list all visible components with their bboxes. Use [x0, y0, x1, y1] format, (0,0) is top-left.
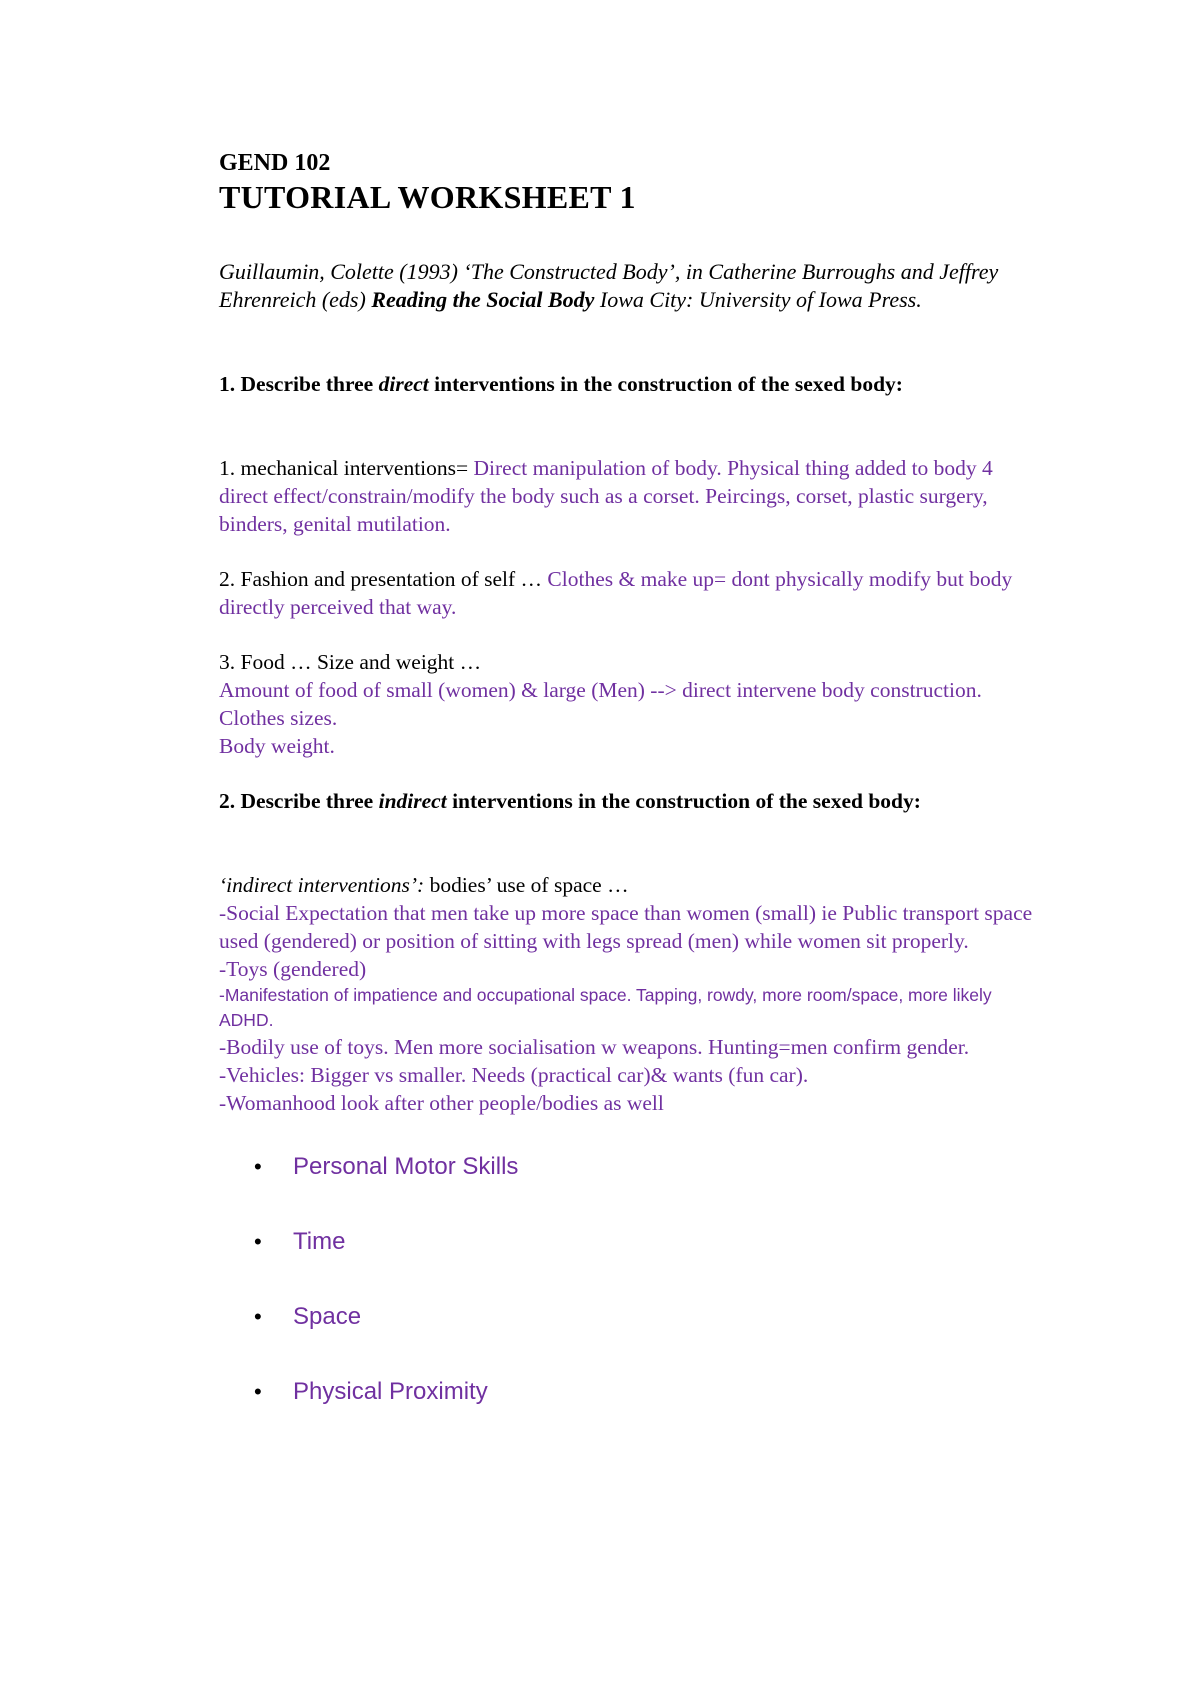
answer-2-intro-rest: bodies’ use of space …	[424, 873, 629, 897]
answer-1-item-2	[219, 565, 1039, 621]
bullet-item	[219, 1297, 1039, 1372]
answer-2-line-6: -Womanhood look after other people/bodies as well	[219, 1091, 664, 1115]
answer-2-line-1: -Social Expectation that men take up more space than women (small) ie Public transport space used (gendered) or position of sitting with legs spread (men) while women sit properly.	[219, 901, 1033, 953]
answer-1-item-1-label: 1. mechanical interventions=	[219, 456, 474, 480]
question-1-suffix: interventions in the construction of the sexed body:	[428, 372, 903, 396]
answer-1-item-3-line-3: Body weight.	[219, 734, 335, 758]
answer-1-item-3-line-2: Clothes sizes.	[219, 706, 338, 730]
question-2-emphasis: indirect	[378, 789, 447, 813]
bullet-item-label: Space	[293, 1303, 362, 1330]
course-code: GEND 102	[219, 150, 331, 176]
answer-1-item-3-label: 3. Food … Size and weight …	[219, 650, 482, 674]
bullet-icon: •	[254, 1229, 262, 1254]
question-1-emphasis: direct	[378, 372, 429, 396]
answer-2-line-2: -Toys (gendered)	[219, 957, 367, 981]
bullet-item-label: Personal Motor Skills	[293, 1153, 519, 1180]
document-content	[219, 148, 1039, 1447]
worksheet-title: TUTORIAL WORKSHEET 1	[219, 179, 636, 215]
answer-2-line-4: -Bodily use of toys. Men more socialisation w weapons. Hunting=men confirm gender.	[219, 1035, 970, 1059]
answer-1-item-1	[219, 454, 1039, 538]
bullet-item-label: Physical Proximity	[293, 1378, 488, 1405]
question-1	[219, 370, 1039, 398]
answer-2-intro-term: ‘indirect interventions’:	[219, 873, 425, 897]
answer-1-item-1-text: Direct manipulation of body. Physical thing added to body 4 direct effect/constrain/modify the body such as a corset. Peircings, corset, plastic surgery, binders, genital mutilation.	[219, 456, 993, 536]
answer-2-line-5: -Vehicles: Bigger vs smaller. Needs (practical car)& wants (fun car).	[219, 1063, 809, 1087]
answer-1-item-2-label: 2. Fashion and presentation of self …	[219, 567, 548, 591]
citation-text: Guillaumin, Colette (1993) ‘The Constructed Body’, in Catherine Burroughs and Jeffrey Ehrenreich (eds)	[219, 259, 999, 312]
bullet-item	[219, 1147, 1039, 1222]
question-1-prefix: 1. Describe three	[219, 372, 379, 396]
bullet-item	[219, 1372, 1039, 1447]
bullet-icon: •	[254, 1304, 262, 1329]
question-2-prefix: 2. Describe three	[219, 789, 379, 813]
bullet-icon: •	[254, 1379, 262, 1404]
answer-1-item-2-text: Clothes & make up= dont physically modify but body directly perceived that way.	[219, 567, 1013, 619]
question-2-suffix: interventions in the construction of the sexed body:	[446, 789, 921, 813]
answer-2-line-3: -Manifestation of impatience and occupational space. Tapping, rowdy, more room/space, more likely ADHD.	[219, 985, 992, 1030]
citation-book-title: Reading the Social Body	[371, 287, 595, 312]
reading-citation	[219, 258, 1039, 314]
bullet-list	[219, 1147, 1039, 1447]
citation-publisher: Iowa City: University of Iowa Press.	[594, 287, 922, 312]
bullet-item	[219, 1222, 1039, 1297]
question-2	[219, 787, 1039, 815]
bullet-item-label: Time	[293, 1228, 346, 1255]
answer-1-item-3-line-1: Amount of food of small (women) & large (Men) --> direct intervene body construction.	[219, 678, 982, 702]
answer-2-intro	[219, 871, 1039, 899]
bullet-icon: •	[254, 1154, 262, 1179]
